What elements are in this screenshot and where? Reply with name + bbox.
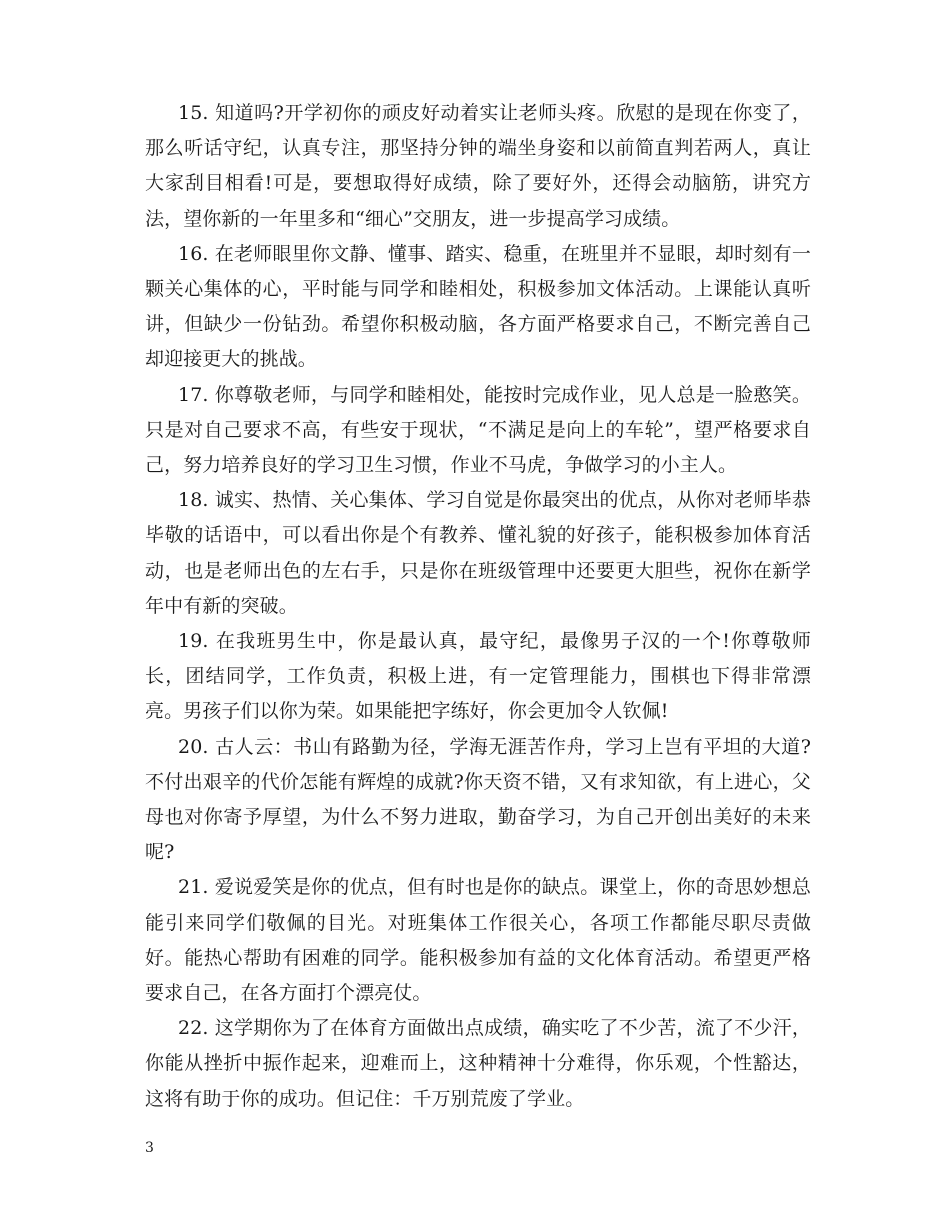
- paragraph-17: 17. 你尊敬老师，与同学和睦相处，能按时完成作业，见人总是一脸憨笑。只是对自己要求不高，有些安于现状，“不满足是向上的车轮”，望严格要求自己，努力培养良好的学习卫生习惯，作业不马虎，争做学习的小主人。: [145, 383, 811, 477]
- paragraph-18: 18. 诚实、热情、关心集体、学习自觉是你最突出的优点，从你对老师毕恭毕敬的话语中，可以看出你是个有教养、懂礼貌的好孩子，能积极参加体育活动，也是老师出色的左右手，只是你在班级管理中还要更大胆些，祝你在新学年中有新的突破。: [145, 489, 811, 617]
- paragraph-21: 21. 爱说爱笑是你的优点，但有时也是你的缺点。课堂上，你的奇思妙想总能引来同学们敬佩的目光。对班集体工作很关心，各项工作都能尽职尽责做好。能热心帮助有困难的同学。能积极参加有益的文化体育活动。希望更严格要求自己，在各方面打个漂亮仗。: [145, 876, 811, 1005]
- paragraph-15: 15. 知道吗?开学初你的顽皮好动着实让老师头疼。欣慰的是现在你变了，那么听话守纪，认真专注，那坚持分钟的端坐身姿和以前简直判若两人，真让大家刮目相看!可是，要想取得好成绩，除了要好外，还得会动脑筋，讲究方法，望你新的一年里多和“细心”交朋友，进一步提高学习成绩。: [145, 102, 811, 230]
- paragraph-22: 22. 这学期你为了在体育方面做出点成绩，确实吃了不少苦，流了不少汗，你能从挫折中振作起来，迎难而上，这种精神十分难得，你乐观，个性豁达，这将有助于你的成功。但记住：千万别荒废了学业。: [145, 1017, 811, 1110]
- document-body: [145, 96, 811, 1117]
- paragraph-16: 16. 在老师眼里你文静、懂事、踏实、稳重，在班里并不显眼，却时刻有一颗关心集体的心，平时能与同学和睦相处，积极参加文体活动。上课能认真听讲，但缺少一份钻劲。希望你积极动脑，各方面严格要求自己，不断完善自己却迎接更大的挑战。: [145, 242, 811, 371]
- paragraph-19: 19. 在我班男生中，你是最认真，最守纪，最像男子汉的一个!你尊敬师长，团结同学，工作负责，积极上进，有一定管理能力，围棋也下得非常漂亮。男孩子们以你为荣。如果能把字练好，你会更加令人钦佩!: [145, 630, 811, 723]
- page-number: 3: [145, 1140, 154, 1156]
- paragraph-20: 20. 古人云：书山有路勤为径，学海无涯苦作舟，学习上岂有平坦的大道?不付出艰辛的代价怎能有辉煌的成就?你天资不错，又有求知欲，有上进心，父母也对你寄予厚望，为什么不努力进取，勤奋学习，为自己开创出美好的未来呢?: [145, 735, 811, 864]
